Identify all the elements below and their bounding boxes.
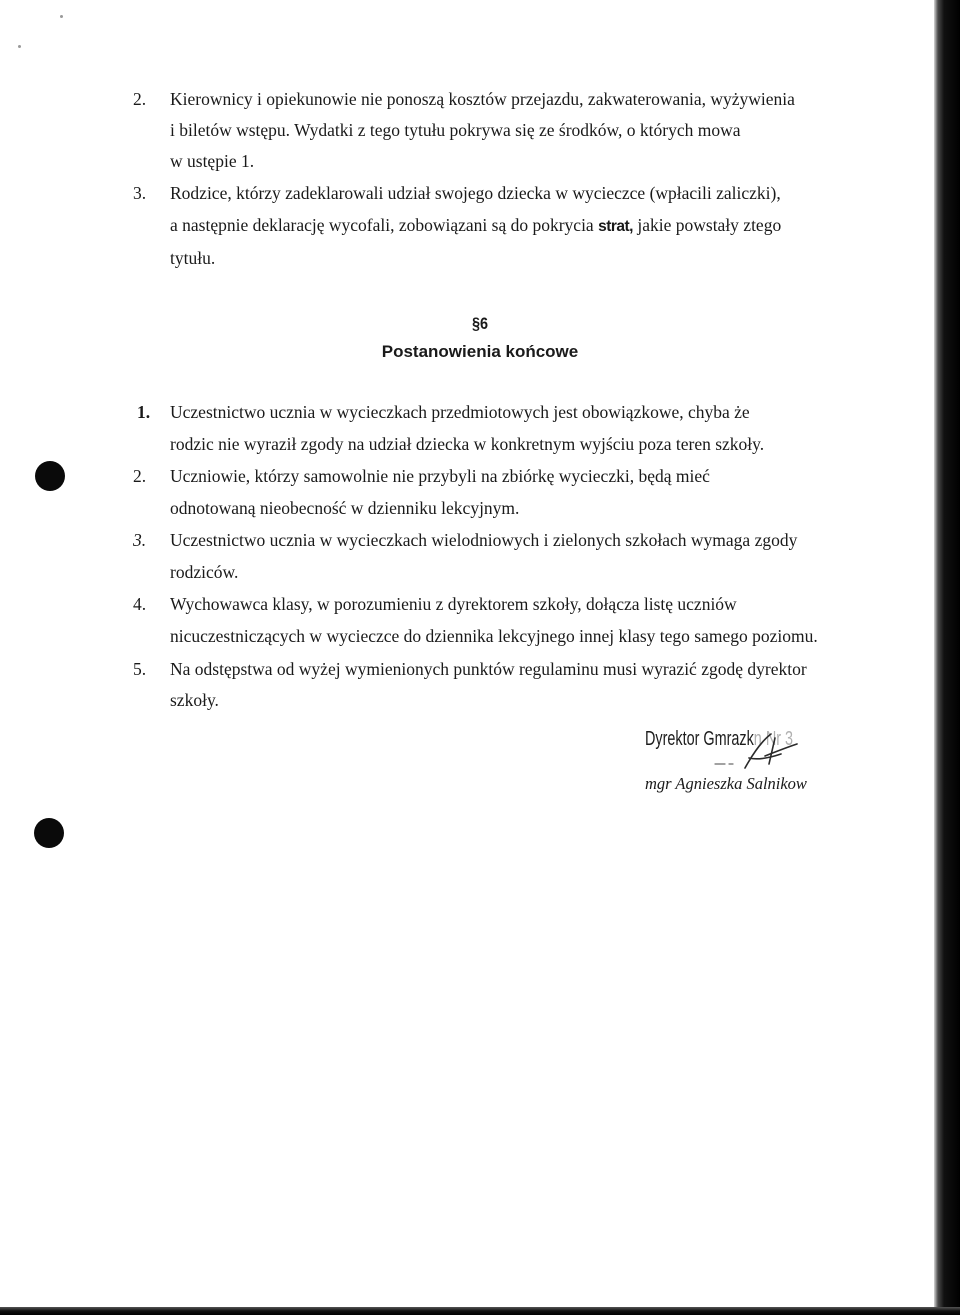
scan-edge-bottom: [0, 1307, 960, 1315]
item-line: odnotowaną nieobecność w dzienniku lekcyjnym.: [170, 498, 520, 518]
item-number: 1.: [137, 402, 151, 422]
item-line: rodziców.: [170, 562, 239, 582]
item-line-part: a następnie deklarację wycofali, zobowiązani są do pokrycia: [170, 215, 599, 235]
item-number: 5.: [133, 659, 147, 679]
item-line: Wychowawca klasy, w porozumieniu z dyrektorem szkoły, dołącza listę uczniów: [170, 594, 737, 614]
item-line: nicuczestniczących w wycieczce do dziennika lekcyjnego innej klasy tego samego poziomu.: [170, 626, 818, 646]
item-line: tytułu.: [170, 248, 216, 268]
scan-speck: [60, 15, 63, 18]
section-title: Postanowienia końcowe: [381, 342, 579, 361]
signature-block: [645, 728, 845, 803]
item-line: Na odstępstwa od wyżej wymienionych punktów regulaminu musi wyrazić zgodę dyrektor: [170, 659, 807, 679]
signer-name: mgr Agnieszka Salnikow: [645, 774, 807, 793]
scan-edge-right: [934, 0, 960, 1315]
item-number: 2.: [133, 466, 147, 486]
item-number: 2.: [133, 89, 147, 109]
item-line-bold: strat,: [598, 218, 633, 235]
item-number: 3.: [133, 183, 147, 203]
item-line: Uczestnictwo ucznia w wycieczkach wielodniowych i zielonych szkołach wymaga zgody: [170, 530, 798, 550]
stamp-text: Dyrektor Gmrazk: [645, 728, 754, 750]
item-line: w ustępie 1.: [170, 151, 255, 171]
item-number: 4.: [133, 594, 147, 614]
section-sign: §6: [471, 314, 489, 333]
punch-hole-top: [35, 461, 65, 491]
stamp-text-faded: n Nr 3: [753, 728, 794, 750]
item-line: [170, 215, 781, 236]
scan-speck: [18, 45, 21, 48]
item-line: Uczestnictwo ucznia w wycieczkach przedmiotowych jest obowiązkowe, chyba że: [170, 402, 750, 422]
item-line: Uczniowie, którzy samowolnie nie przybyli na zbiórkę wycieczki, będą mieć: [170, 466, 710, 486]
item-line: Kierownicy i opiekunowie nie ponoszą kosztów przejazdu, zakwaterowania, wyżywienia: [170, 89, 795, 109]
item-line: rodzic nie wyraził zgody na udział dziecka w konkretnym wyjściu poza teren szkoły.: [170, 434, 765, 454]
item-line: Rodzice, którzy zadeklarowali udział swojego dziecka w wycieczce (wpłacili zaliczki),: [170, 183, 781, 203]
item-number: 3.: [133, 530, 147, 550]
punch-hole-bottom: [34, 818, 64, 848]
handwritten-signature: [685, 730, 825, 770]
item-line: i biletów wstępu. Wydatki z tego tytułu pokrywa się ze środków, o których mowa: [170, 120, 741, 140]
item-line-part: jakie powstały ztego: [632, 215, 782, 235]
item-line: szkoły.: [170, 690, 219, 710]
